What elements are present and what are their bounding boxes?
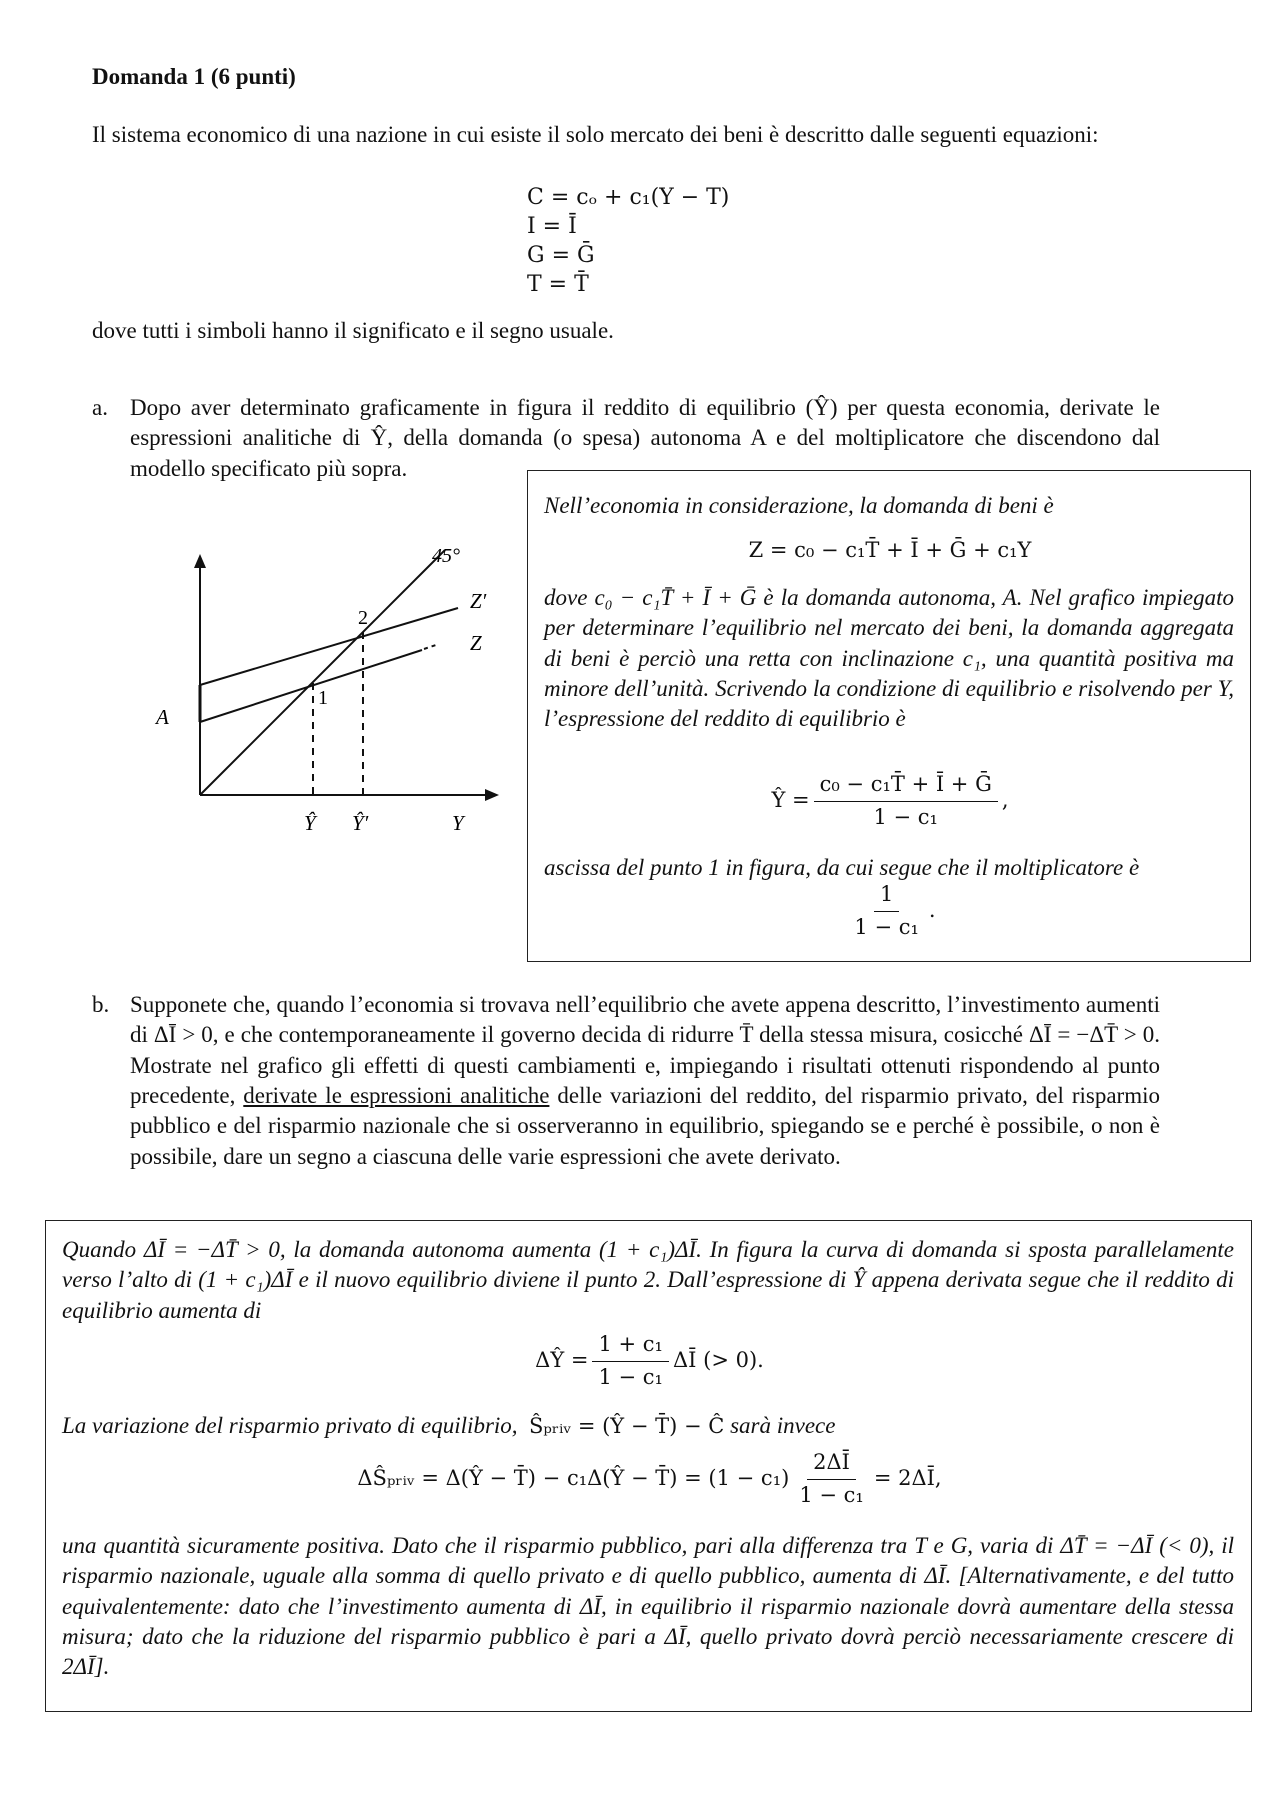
eq2-numerator: 2ΔĪ — [807, 1449, 856, 1480]
eq2-denominator: 1 − c₁ — [799, 1482, 864, 1507]
answer-b-box — [45, 1220, 1252, 1712]
equation-c: C = cₒ + c₁(Y − T) — [527, 185, 730, 210]
answer-a-intro: Nell’economia in considerazione, la domanda di beni è — [544, 493, 1054, 518]
eq2-fraction — [793, 1449, 870, 1509]
eq-y-numerator: c₀ − c₁T̄ + Ī + Ḡ — [814, 771, 998, 802]
eq-y-fraction — [814, 771, 998, 831]
intro-after-text: dove tutti i simboli hanno il significato e il segno usuale. — [92, 318, 614, 343]
y-axis-arrow — [194, 554, 206, 568]
equation-g: G = Ḡ — [527, 243, 595, 268]
label-a: A — [156, 705, 169, 729]
line-45-degree — [200, 550, 445, 795]
eq1-left: ΔŶ = — [535, 1348, 589, 1373]
equilibrium-graph — [140, 540, 520, 850]
eq-y-denominator: 1 − c₁ — [873, 804, 938, 829]
label-yhat: Ŷ — [304, 811, 316, 835]
multiplier-fraction — [848, 881, 925, 941]
label-yhat-prime: Ŷ′ — [352, 811, 369, 835]
eq-y-left: Ŷ = — [771, 788, 810, 813]
private-saving-definition: Ŝₚᵣᵢᵥ = (Ŷ − T̄) − Ĉ — [529, 1414, 725, 1438]
eq2-tail: = 2ΔĪ, — [873, 1466, 942, 1491]
part-b-text — [130, 990, 1160, 1172]
answer-a-multiplier-text: ascissa del punto 1 in figura, da cui segue che il moltiplicatore è — [544, 855, 1140, 880]
part-b-label: b. — [92, 992, 110, 1017]
line-z-dashed-end — [424, 645, 436, 649]
eq-y-tail: , — [1001, 788, 1009, 813]
label-z-prime: Z′ — [470, 589, 487, 613]
answer-a-equation-y — [528, 771, 1252, 831]
part-b-underlined: derivate le espressioni analitiche — [243, 1083, 550, 1109]
part-a-text: Dopo aver determinato graficamente in figura il reddito di equilibrio (Ŷ) per questa economia, derivate le espressioni analitiche di Ŷ, della domanda (o spesa) autonoma A e del moltiplicatore che discendono dal modello specificato più sopra. — [130, 395, 1160, 481]
answer-b-private-saving-text — [62, 1411, 1234, 1441]
intro-text: Il sistema economico di una nazione in cui esiste il solo mercato dei beni è descritto dalle seguenti equazioni: — [92, 122, 1099, 147]
private-saving-lead: La variazione del risparmio privato di equilibrio, — [62, 1413, 518, 1438]
part-b-text-end: delle variazioni del reddito, del risparmio privato, del risparmio pubblico e del risparmio nazionale che si osserveranno in equilibrio, spiegando se e perché è possibile, o non è possibile, dare un segno a ciascuna delle varie espressioni che avete derivato. — [130, 1083, 1160, 1169]
answer-b-equation-saving — [46, 1449, 1253, 1509]
eq1-numerator: 1 + c₁ — [592, 1331, 669, 1362]
label-y: Y — [452, 811, 464, 835]
answer-a-box — [527, 470, 1251, 962]
label-45: 45° — [432, 545, 460, 567]
x-axis-arrow — [485, 789, 499, 801]
answer-b-conclusion: una quantità sicuramente positiva. Dato che il risparmio pubblico, pari alla differenza tra T e G, varia di ΔT̄ = −ΔĪ (< 0), il risparmio nazionale, uguale alla somma di quello privato e di quello pubblico, aumenta di ΔĪ. [Alternativamente, e del tutto equivalentemente: dato che l’investimento aumenta di ΔĪ, in equilibrio il risparmio nazionale dovrà aumentare della stessa misura; dato che la riduzione del risparmio pubblico è pari a ΔĪ, quello privato dovrà perciò necessariamente crescere di 2ΔĪ]. — [62, 1533, 1234, 1680]
equation-t: T = T̄ — [527, 272, 589, 297]
eq1-tail: ΔĪ (> 0). — [672, 1348, 764, 1373]
part-a-label: a. — [92, 395, 108, 420]
equation-i: I = Ī — [527, 214, 577, 239]
answer-b-equation-income — [46, 1331, 1253, 1391]
part-b-text-start: Supponete che, quando l’economia si trovava nell’equilibrio che avete appena descritto, l’investimento aumenti di ΔĪ > 0, e che contemporaneamente il governo decida di ridurre T̄ della stessa misura, cosicché ΔĪ = −ΔT̄ > 0. Mostrate nel grafico gli effetti di questi cambiamenti e, impiegando i risultati ottenuti rispondendo al punto precedente, — [130, 992, 1160, 1109]
answer-a-equation-z: Z = c₀ − c₁T̄ + Ī + Ḡ + c₁Y — [748, 538, 1032, 562]
line-z — [200, 650, 422, 722]
eq1-denominator: 1 − c₁ — [598, 1364, 663, 1389]
eq2-left: ΔŜₚᵣᵢᵥ = Δ(Ŷ − T̄) − c₁Δ(Ŷ − T̄) = (1 − c₁) — [357, 1466, 790, 1491]
private-saving-tail: sarà invece — [730, 1413, 836, 1438]
label-point-2: 2 — [358, 607, 368, 629]
answer-b-intro: Quando ΔĪ = −ΔT̄ > 0, la domanda autonoma aumenta (1 + c₁)ΔĪ. In figura la curva di domanda si sposta parallelamente verso l’alto di (1 + c₁)ΔĪ e il nuovo equilibrio diviene il punto 2. Dall’espressione di Ŷ appena derivata segue che il reddito di equilibrio aumenta di — [62, 1237, 1234, 1323]
eq1-fraction — [592, 1331, 669, 1391]
answer-a-multiplier — [528, 881, 1252, 941]
part-b-question — [92, 990, 1184, 1172]
question-heading: Domanda 1 (6 punti) — [92, 64, 296, 89]
label-z: Z — [470, 631, 482, 655]
multiplier-numerator: 1 — [874, 881, 899, 912]
line-z-prime — [200, 608, 458, 685]
answer-a-explanation: dove c₀ − c₁T̄ + Ī + Ḡ è la domanda autonoma, A. Nel grafico impiegato per determinare l’equilibrio nel mercato dei beni, la domanda aggregata di beni è perciò una retta con inclinazione c₁, una quantità positiva ma minore dell’unità. Scrivendo la condizione di equilibrio e risolvendo per Y, l’espressione del reddito di equilibrio è — [544, 585, 1234, 732]
label-point-1: 1 — [318, 687, 328, 709]
multiplier-tail: . — [928, 898, 936, 923]
multiplier-denominator: 1 − c₁ — [854, 914, 919, 939]
